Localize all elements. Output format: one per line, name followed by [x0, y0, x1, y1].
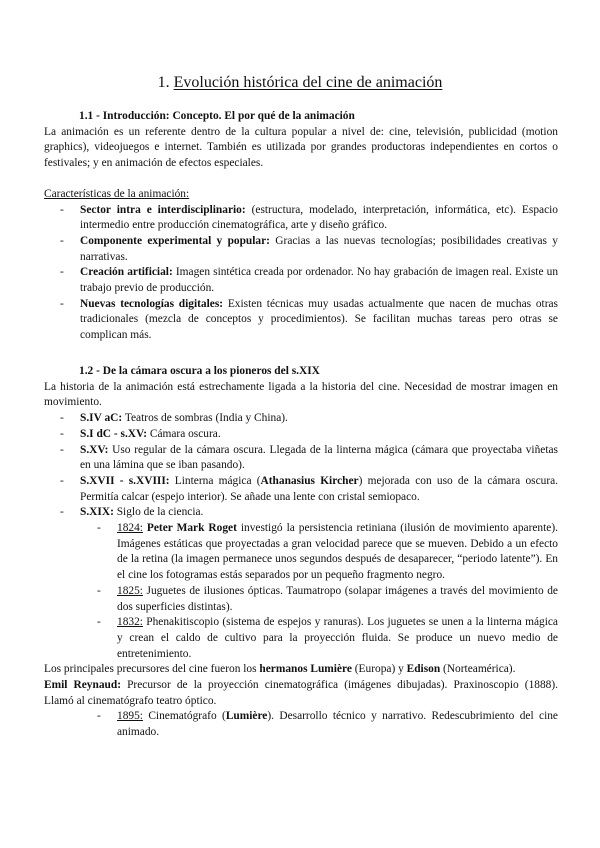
list-item: - 1895: Cinematógrafo (Lumière). Desarrollo técnico y narrativo. Redescubrimiento del cine animado. [97, 710, 558, 739]
page-title [0, 73, 600, 93]
list-item: - S.I dC - s.XV: Cámara oscura. [60, 427, 221, 440]
section-history [44, 364, 558, 741]
list-item: - Componente experimental y popular: Gracias a las nuevas tecnologías; posibilidades creativas y narrativas. [60, 234, 558, 263]
list-item: - Creación artificial: Imagen sintética creada por ordenador. No hay grabación de imagen real. Existe un trabajo previo de producción. [60, 266, 559, 295]
list-item: - S.XV: Uso regular de la cámara oscura. Llegada de la linterna mágica (cámara que proyectaba viñetas en una lámina que se iban pasando). [60, 443, 558, 472]
nineteenth-century-list [44, 521, 558, 662]
list-item: - S.XIX: Siglo de la ciencia. [60, 506, 204, 519]
section-heading-1-2: 1.2 - De la cámara oscura a los pioneros del s.XIX [79, 365, 320, 377]
list-item: - S.XVII - s.XVIII: Linterna mágica (Athanasius Kircher) mejorada con uso de la cámara oscura. Permitía calcar (espejo interior). Se añade una lente con cristal semiopaco. [60, 474, 559, 503]
list-item: - Sector intra e interdisciplinario: (estructura, modelado, interpretación, informática, etc). Espacio intermedio entre producción cinematográfica, arte y diseño gráfico. [60, 203, 558, 232]
section-heading-1-1: 1.1 - Introducción: Concepto. El por qué de la animación [79, 110, 355, 122]
reynaud-paragraph: Emil Reynaud: Precursor de la proyección cinematográfica (imágenes dibujadas). Praxinoscopio (1888). Llamó al cinematógrafo teatro óptico. [44, 679, 558, 707]
characteristics-list [44, 203, 558, 344]
precursors-paragraph: Los principales precursores del cine fueron los hermanos Lumière (Europa) y Edison (Norteamérica). [44, 663, 516, 676]
list-item: - 1825: Juguetes de ilusiones ópticas. Taumatropo (solapar imágenes a través del movimiento de dos superficies distintas). [97, 584, 558, 613]
characteristics-label: Características de la animación: [44, 187, 190, 200]
title-number: 1. [157, 74, 170, 91]
title-text: Evolución histórica del cine de animación [173, 74, 443, 91]
list-item: - 1824: Peter Mark Roget investigó la persistencia retiniana (ilusión de movimiento aparente). Imágenes estáticas que proyectadas a gran velocidad parece que se mueven. Debido a un efecto de la retina (la imagen permanece unos segundos después de desaparecer, “periodo latente”). En el cine los fotogramas estás separados por un pequeño fragmento negro. [97, 522, 558, 582]
history-paragraph: La historia de la animación está estrechamente ligada a la historia del cine. Necesidad de mostrar imagen en movimiento. [44, 380, 558, 409]
intro-paragraph: La animación es un referente dentro de la cultura popular a nivel de: cine, televisión, publicidad (motion graphics), videojuegos e internet. También es utilizada por grandes productoras independientes en cortos o festivales; y en animación de efectos especiales. [44, 125, 558, 170]
list-item: - 1832: Phenakitiscopio (sistema de espejos y ranuras). Los juguetes se unen a la linterna mágica y crean el caldo de cultivo para la proyección fluida. Se produce un nuevo medio de entretenimiento. [97, 616, 558, 660]
list-item: - S.IV aC: Teatros de sombras (India y China). [60, 412, 288, 425]
list-item: - Nuevas tecnologías digitales: Existen técnicas muy usadas actualmente que nacen de muchas otras tradicionales (mezcla de conceptos y procedimientos). Se facilitan muchas tareas pero otras se complican más. [60, 297, 558, 342]
cinematograph-list [44, 709, 558, 740]
timeline-list [44, 411, 558, 521]
section-intro [44, 109, 558, 344]
